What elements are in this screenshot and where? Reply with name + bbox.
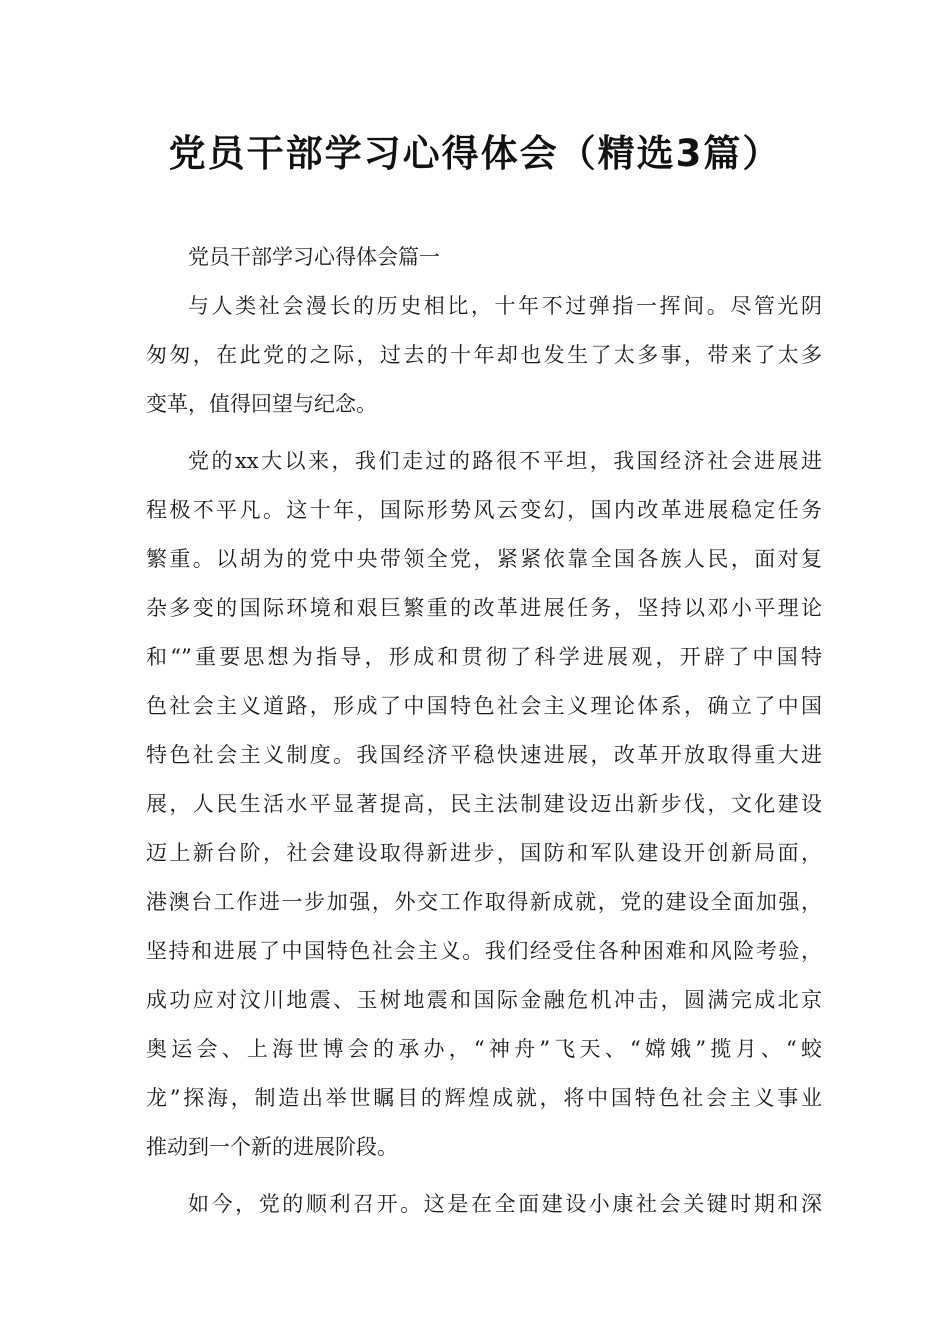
paragraph-line: 繁重。以胡为的党中央带领全党，紧紧依靠全国各族人民，面对复 [146, 547, 822, 571]
paragraph-line: 和“”重要思想为指导，形成和贯彻了科学进展观，开辟了中国特 [146, 645, 822, 669]
paragraph-line: 杂多变的国际环境和艰巨繁重的改革进展任务，坚持以邓小平理论 [146, 596, 822, 620]
paragraph [146, 1180, 822, 1229]
paragraph-line: 展，人民生活水平显著提高，民主法制建设迈出新步伐，文化建设 [146, 792, 822, 816]
paragraph-line: 变革，值得回望与纪念。 [146, 392, 377, 416]
paragraph [146, 437, 822, 1172]
paragraph-line: 推动到一个新的进展阶段。 [146, 1135, 398, 1159]
paragraph-line: 匆匆，在此党的之际，过去的十年却也发生了太多事，带来了太多 [146, 343, 822, 367]
paragraph-line: 龙”探海，制造出举世瞩目的辉煌成就，将中国特色社会主义事业 [146, 1086, 822, 1110]
paragraph-line: 如今，党的顺利召开。这是在全面建设小康社会关键时期和深 [188, 1192, 822, 1216]
document-body [146, 233, 822, 1229]
paragraph-line: 迈上新台阶，社会建设取得新进步，国防和军队建设开创新局面， [146, 841, 822, 865]
document-title: 党员干部学习心得体会（精选3篇） [168, 132, 782, 175]
paragraph [146, 282, 822, 429]
paragraph-line: 色社会主义道路，形成了中国特色社会主义理论体系，确立了中国 [146, 694, 822, 718]
paragraph-line: 特色社会主义制度。我国经济平稳快速进展，改革开放取得重大进 [146, 743, 822, 767]
paragraph-line: 党的xx大以来，我们走过的路很不平坦，我国经济社会进展进 [188, 449, 822, 473]
paragraph-line: 坚持和进展了中国特色社会主义。我们经受住各种困难和风险考验， [146, 939, 822, 963]
paragraph-line: 港澳台工作进一步加强，外交工作取得新成就，党的建设全面加强， [146, 890, 822, 914]
paragraph-line: 成功应对汶川地震、玉树地震和国际金融危机冲击，圆满完成北京 [146, 988, 822, 1012]
paragraph-line: 与人类社会漫长的历史相比，十年不过弹指一挥间。尽管光阴 [188, 294, 822, 318]
paragraph-line: 程极不平凡。这十年，国际形势风云变幻，国内改革进展稳定任务 [146, 498, 822, 522]
section-heading: 党员干部学习心得体会篇一 [188, 245, 440, 269]
paragraph-line: 奥运会、上海世博会的承办，“神舟”飞天、“嫦娥”揽月、“蛟 [146, 1037, 822, 1061]
